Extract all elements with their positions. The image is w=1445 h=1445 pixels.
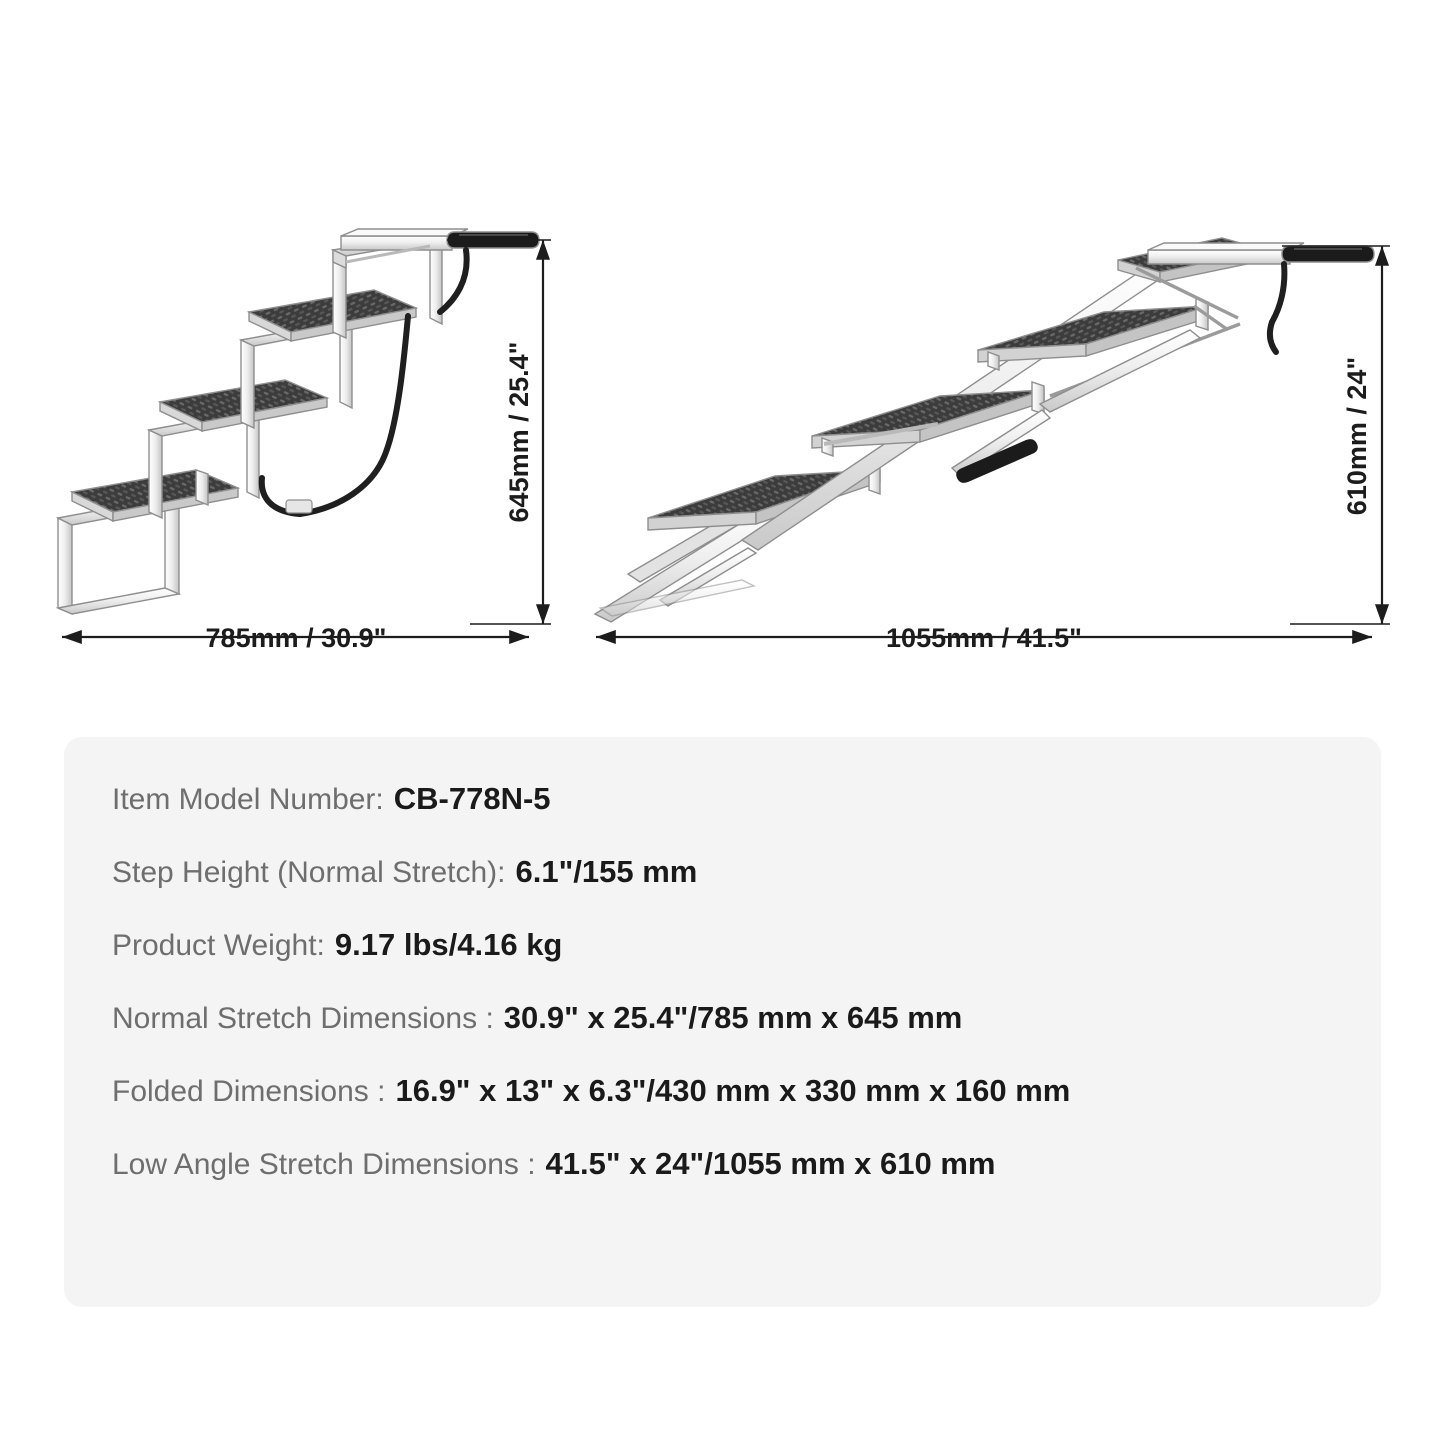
right-width-label: 1055mm / 41.5" xyxy=(886,623,1082,653)
right-width-dimension xyxy=(596,623,1372,653)
spec-value: 6.1"/155 mm xyxy=(515,854,698,889)
right-height-label: 610mm / 24" xyxy=(1342,356,1372,516)
spec-value: 41.5" x 24"/1055 mm x 610 mm xyxy=(545,1146,996,1181)
spec-row-normal-stretch-dimensions xyxy=(112,1000,1333,1036)
spec-row-folded-dimensions xyxy=(112,1073,1333,1109)
left-height-dimension xyxy=(447,240,551,624)
specification-panel xyxy=(64,737,1381,1307)
spec-value: 16.9" x 13" x 6.3"/430 mm x 330 mm x 160 mm xyxy=(395,1073,1071,1108)
spec-label: Folded Dimensions : xyxy=(112,1075,386,1108)
left-ladder-illustration xyxy=(58,229,551,653)
spec-label: Low Angle Stretch Dimensions : xyxy=(112,1148,536,1181)
spec-value: CB-778N-5 xyxy=(393,781,551,816)
spec-label: Normal Stretch Dimensions : xyxy=(112,1002,494,1035)
left-height-label: 645mm / 25.4" xyxy=(504,341,534,523)
spec-label: Product Weight: xyxy=(112,929,325,962)
carry-strap-right xyxy=(1270,264,1284,352)
spec-row-step-height xyxy=(112,854,1333,890)
left-width-dimension xyxy=(62,623,529,653)
diagram-canvas xyxy=(0,0,1445,720)
strap-buckle xyxy=(286,500,312,513)
left-width-label: 785mm / 30.9" xyxy=(205,623,387,653)
spec-value: 30.9" x 25.4"/785 mm x 645 mm xyxy=(503,1000,963,1035)
spec-row-model xyxy=(112,781,1333,817)
spec-row-product-weight xyxy=(112,927,1333,963)
spec-label: Step Height (Normal Stretch): xyxy=(112,856,506,889)
spec-row-low-angle-stretch-dimensions xyxy=(112,1146,1333,1182)
right-height-dimension xyxy=(1282,246,1390,624)
right-ladder-illustration xyxy=(595,238,1390,653)
spec-value: 9.17 lbs/4.16 kg xyxy=(334,927,563,962)
product-dimension-diagram xyxy=(0,0,1445,720)
spec-label: Item Model Number: xyxy=(112,783,384,816)
